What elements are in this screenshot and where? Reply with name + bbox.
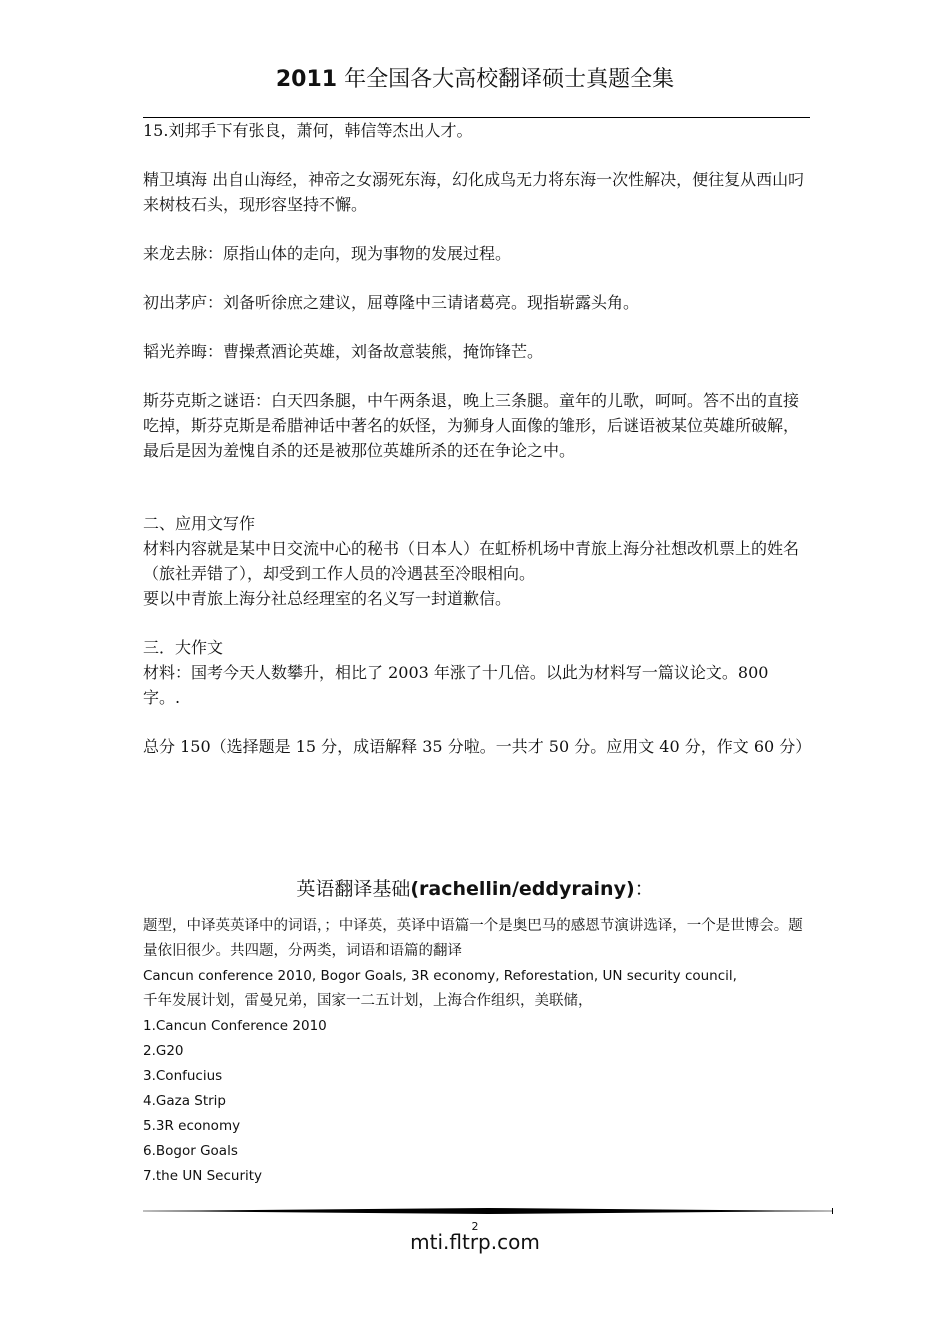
list-item: 5.3R economy (143, 1118, 241, 1134)
section-intro: 题型，中译英英译中的词语，；中译英，英译中语篇一个是奥巴马的感恩节演讲选译，一个是世博会。题量依旧很少。共四题，分两类，词语和语篇的翻译 (143, 918, 803, 959)
section-title (0, 874, 950, 901)
paragraph-jingwei: 精卫填海 出自山海经，神帝之女溺死东海，幻化成鸟无力将东海一次性解决，便往复从西山叼来树枝石头，现形容坚持不懈。 (143, 170, 805, 214)
list-item: 4.Gaza Strip (143, 1093, 226, 1109)
terms-chinese: 千年发展计划，雷曼兄弟，国家一二五计划，上海合作组织，美联储， (143, 993, 593, 1009)
terms-english: Cancun conference 2010, Bogor Goals, 3R economy, Reforestation, UN security council, (143, 968, 737, 984)
section-title-colon: ： (634, 878, 654, 900)
paragraph-idiom-15: 15.刘邦手下有张良，萧何，韩信等杰出人才。 (143, 121, 473, 140)
section-body (143, 914, 810, 1189)
list-item: 1.Cancun Conference 2010 (143, 1018, 327, 1034)
paragraph-total-score: 总分 150（选择题是 15 分，成语解释 35 分啦。一共才 50 分。应用文 40 分，作文 60 分） (143, 737, 812, 756)
paragraph-practical-material: 材料内容就是某中日交流中心的秘书（日本人）在虹桥机场中青旅上海分社想改机票上的姓名（旅社弄错了），却受到工作人员的冷遇甚至冷眼相向。 (143, 539, 800, 583)
page-title-year: 2011 (275, 67, 338, 92)
paragraph-sphinx: 斯芬克斯之谜语：白天四条腿，中午两条退，晚上三条腿。童年的儿歌，呵呵。答不出的直接吃掉，斯芬克斯是希腊神话中著名的妖怪，为狮身人面像的雏形，后谜语被某位英雄所破解，最后是因为羞愧自杀的还是被那位英雄所杀的还在争论之中。 (143, 391, 800, 460)
section-title-cn: 英语翻译基础 (296, 878, 411, 900)
list-item: 7.the UN Security (143, 1168, 263, 1184)
footer-site-url: mti.fltrp.com (410, 1230, 540, 1254)
paragraph-practical-requirement: 要以中青旅上海分社总经理室的名义写一封道歉信。 (143, 589, 512, 608)
section-heading-essay: 三．大作文 (143, 638, 224, 657)
page-title-text: 年全国各大高校翻译硕士真题全集 (337, 67, 675, 92)
section-heading-practical-writing: 二、应用文写作 (143, 514, 256, 533)
page-title (0, 62, 950, 93)
footer-divider (143, 1208, 833, 1214)
document-body (143, 118, 810, 759)
section-title-en: (rachellin/eddyrainy) (410, 878, 635, 900)
list-item: 6.Bogor Goals (143, 1143, 238, 1159)
paragraph-taoguang: 韬光养晦：曹操煮酒论英雄，刘备故意装熊，掩饰锋芒。 (143, 342, 544, 361)
list-item: 2.G20 (143, 1043, 184, 1059)
paragraph-lailong: 来龙去脉：原指山体的走向，现为事物的发展过程。 (143, 244, 512, 263)
paragraph-essay-material: 材料：国考今天人数攀升，相比了 2003 年涨了十几倍。以此为材料写一篇议论文。800 字。. (143, 663, 769, 707)
list-item: 3.Confucius (143, 1068, 223, 1084)
paragraph-chuchu: 初出茅庐：刘备听徐庶之建议，屈尊隆中三请诸葛亮。现指崭露头角。 (143, 293, 640, 312)
page-number: 2 (471, 1220, 479, 1233)
